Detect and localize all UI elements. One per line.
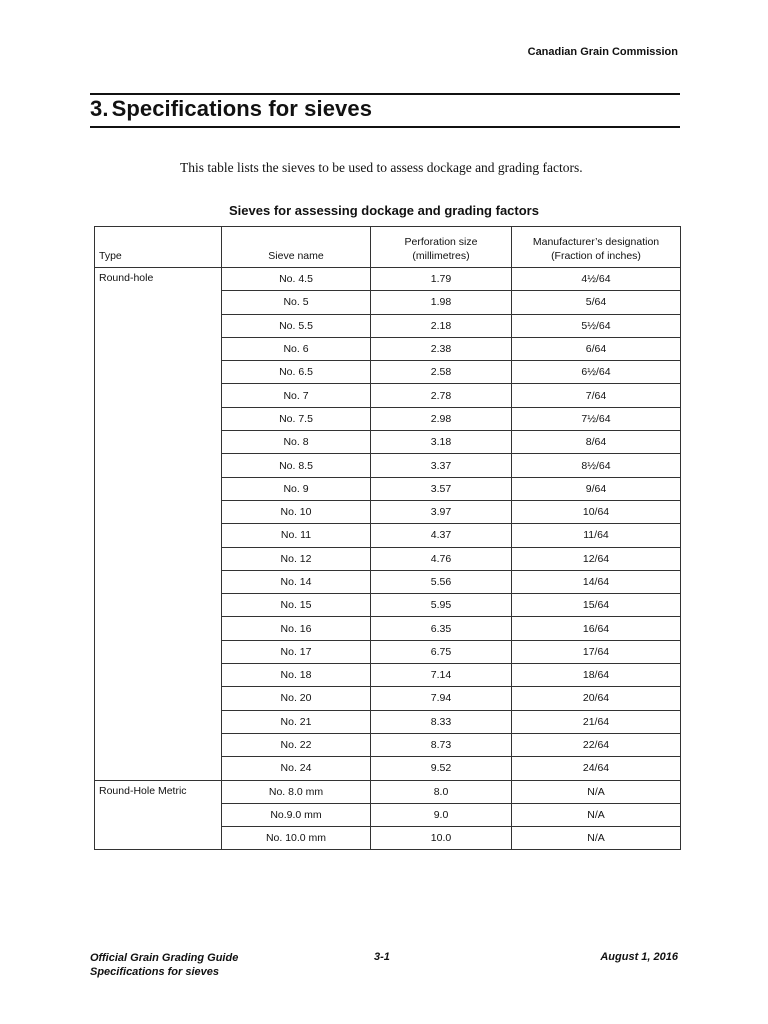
cell-manufacturer-designation: 21/64	[512, 710, 681, 733]
footer-guide-title: Official Grain Grading Guide	[90, 952, 239, 964]
cell-sieve-name: No. 15	[222, 594, 371, 617]
cell-manufacturer-designation: N/A	[512, 803, 681, 826]
cell-manufacturer-designation: 15/64	[512, 594, 681, 617]
cell-perforation-size: 1.79	[371, 268, 512, 291]
cell-sieve-name: No. 14	[222, 570, 371, 593]
cell-sieve-name: No. 5.5	[222, 314, 371, 337]
sieves-table	[94, 226, 681, 850]
cell-manufacturer-designation: 8/64	[512, 431, 681, 454]
cell-sieve-name: No. 12	[222, 547, 371, 570]
header-manufacturer-designation	[512, 227, 681, 268]
cell-manufacturer-designation: 9/64	[512, 477, 681, 500]
footer-chapter: Specifications for sieves	[90, 966, 219, 978]
organization-header: Canadian Grain Commission	[527, 46, 678, 58]
cell-sieve-name: No. 17	[222, 640, 371, 663]
footer-date: August 1, 2016	[600, 951, 678, 963]
cell-sieve-name: No. 8	[222, 431, 371, 454]
cell-perforation-size: 5.56	[371, 570, 512, 593]
cell-manufacturer-designation: 18/64	[512, 664, 681, 687]
cell-sieve-name: No. 9	[222, 477, 371, 500]
header-perforation-size	[371, 227, 512, 268]
cell-sieve-name: No. 5	[222, 291, 371, 314]
cell-sieve-name: No. 4.5	[222, 268, 371, 291]
cell-manufacturer-designation: 6/64	[512, 337, 681, 360]
cell-sieve-name: No. 7.5	[222, 407, 371, 430]
cell-manufacturer-designation: 24/64	[512, 757, 681, 780]
cell-manufacturer-designation: 4½/64	[512, 268, 681, 291]
cell-sieve-name: No. 7	[222, 384, 371, 407]
cell-manufacturer-designation: 8½/64	[512, 454, 681, 477]
cell-manufacturer-designation: 14/64	[512, 570, 681, 593]
table-row	[95, 268, 681, 291]
table-header-row	[95, 227, 681, 268]
footer-left	[90, 951, 238, 979]
table-caption: Sieves for assessing dockage and grading factors	[229, 203, 539, 218]
header-perforation-line2: (millimetres)	[412, 250, 470, 262]
cell-manufacturer-designation: N/A	[512, 780, 681, 803]
title-bottom-rule	[90, 126, 680, 128]
header-sieve-name: Sieve name	[222, 227, 371, 268]
cell-perforation-size: 8.33	[371, 710, 512, 733]
cell-perforation-size: 2.38	[371, 337, 512, 360]
cell-manufacturer-designation: 7½/64	[512, 407, 681, 430]
cell-sieve-name: No. 6	[222, 337, 371, 360]
cell-sieve-name: No.9.0 mm	[222, 803, 371, 826]
title-top-rule	[90, 93, 680, 95]
cell-perforation-size: 2.58	[371, 361, 512, 384]
header-designation-line2: (Fraction of inches)	[551, 250, 641, 262]
cell-manufacturer-designation: 7/64	[512, 384, 681, 407]
table-body	[95, 268, 681, 850]
cell-sieve-name: No. 6.5	[222, 361, 371, 384]
cell-perforation-size: 4.76	[371, 547, 512, 570]
cell-perforation-size: 10.0	[371, 827, 512, 850]
cell-sieve-name: No. 16	[222, 617, 371, 640]
cell-perforation-size: 7.94	[371, 687, 512, 710]
cell-perforation-size: 2.98	[371, 407, 512, 430]
cell-manufacturer-designation: 10/64	[512, 500, 681, 523]
cell-perforation-size: 7.14	[371, 664, 512, 687]
header-type: Type	[95, 227, 222, 268]
cell-perforation-size: 2.18	[371, 314, 512, 337]
cell-perforation-size: 1.98	[371, 291, 512, 314]
cell-sieve-name: No. 20	[222, 687, 371, 710]
cell-perforation-size: 6.75	[371, 640, 512, 663]
cell-perforation-size: 5.95	[371, 594, 512, 617]
footer-page-number: 3-1	[374, 951, 390, 963]
cell-sieve-name: No. 18	[222, 664, 371, 687]
cell-perforation-size: 4.37	[371, 524, 512, 547]
cell-sieve-name: No. 10.0 mm	[222, 827, 371, 850]
cell-sieve-name: No. 24	[222, 757, 371, 780]
cell-sieve-name: No. 11	[222, 524, 371, 547]
cell-perforation-size: 3.18	[371, 431, 512, 454]
cell-manufacturer-designation: 20/64	[512, 687, 681, 710]
cell-type: Round-Hole Metric	[95, 780, 222, 850]
section-title: Specifications for sieves	[111, 96, 373, 121]
section-heading	[90, 96, 372, 122]
cell-perforation-size: 8.0	[371, 780, 512, 803]
cell-perforation-size: 3.57	[371, 477, 512, 500]
cell-manufacturer-designation: 16/64	[512, 617, 681, 640]
cell-manufacturer-designation: N/A	[512, 827, 681, 850]
header-perforation-line1: Perforation size	[404, 236, 478, 248]
cell-manufacturer-designation: 22/64	[512, 733, 681, 756]
cell-sieve-name: No. 8.0 mm	[222, 780, 371, 803]
table-row	[95, 780, 681, 803]
cell-perforation-size: 3.37	[371, 454, 512, 477]
cell-manufacturer-designation: 6½/64	[512, 361, 681, 384]
cell-manufacturer-designation: 5/64	[512, 291, 681, 314]
cell-manufacturer-designation: 11/64	[512, 524, 681, 547]
cell-sieve-name: No. 10	[222, 500, 371, 523]
section-number: 3.	[90, 96, 109, 121]
cell-perforation-size: 6.35	[371, 617, 512, 640]
cell-sieve-name: No. 8.5	[222, 454, 371, 477]
cell-manufacturer-designation: 5½/64	[512, 314, 681, 337]
cell-manufacturer-designation: 17/64	[512, 640, 681, 663]
cell-type: Round-hole	[95, 268, 222, 781]
cell-sieve-name: No. 21	[222, 710, 371, 733]
cell-perforation-size: 9.52	[371, 757, 512, 780]
cell-sieve-name: No. 22	[222, 733, 371, 756]
cell-perforation-size: 3.97	[371, 500, 512, 523]
cell-perforation-size: 2.78	[371, 384, 512, 407]
intro-paragraph: This table lists the sieves to be used to assess dockage and grading factors.	[180, 160, 583, 175]
header-designation-line1: Manufacturer’s designation	[532, 236, 660, 248]
cell-manufacturer-designation: 12/64	[512, 547, 681, 570]
cell-perforation-size: 8.73	[371, 733, 512, 756]
cell-perforation-size: 9.0	[371, 803, 512, 826]
